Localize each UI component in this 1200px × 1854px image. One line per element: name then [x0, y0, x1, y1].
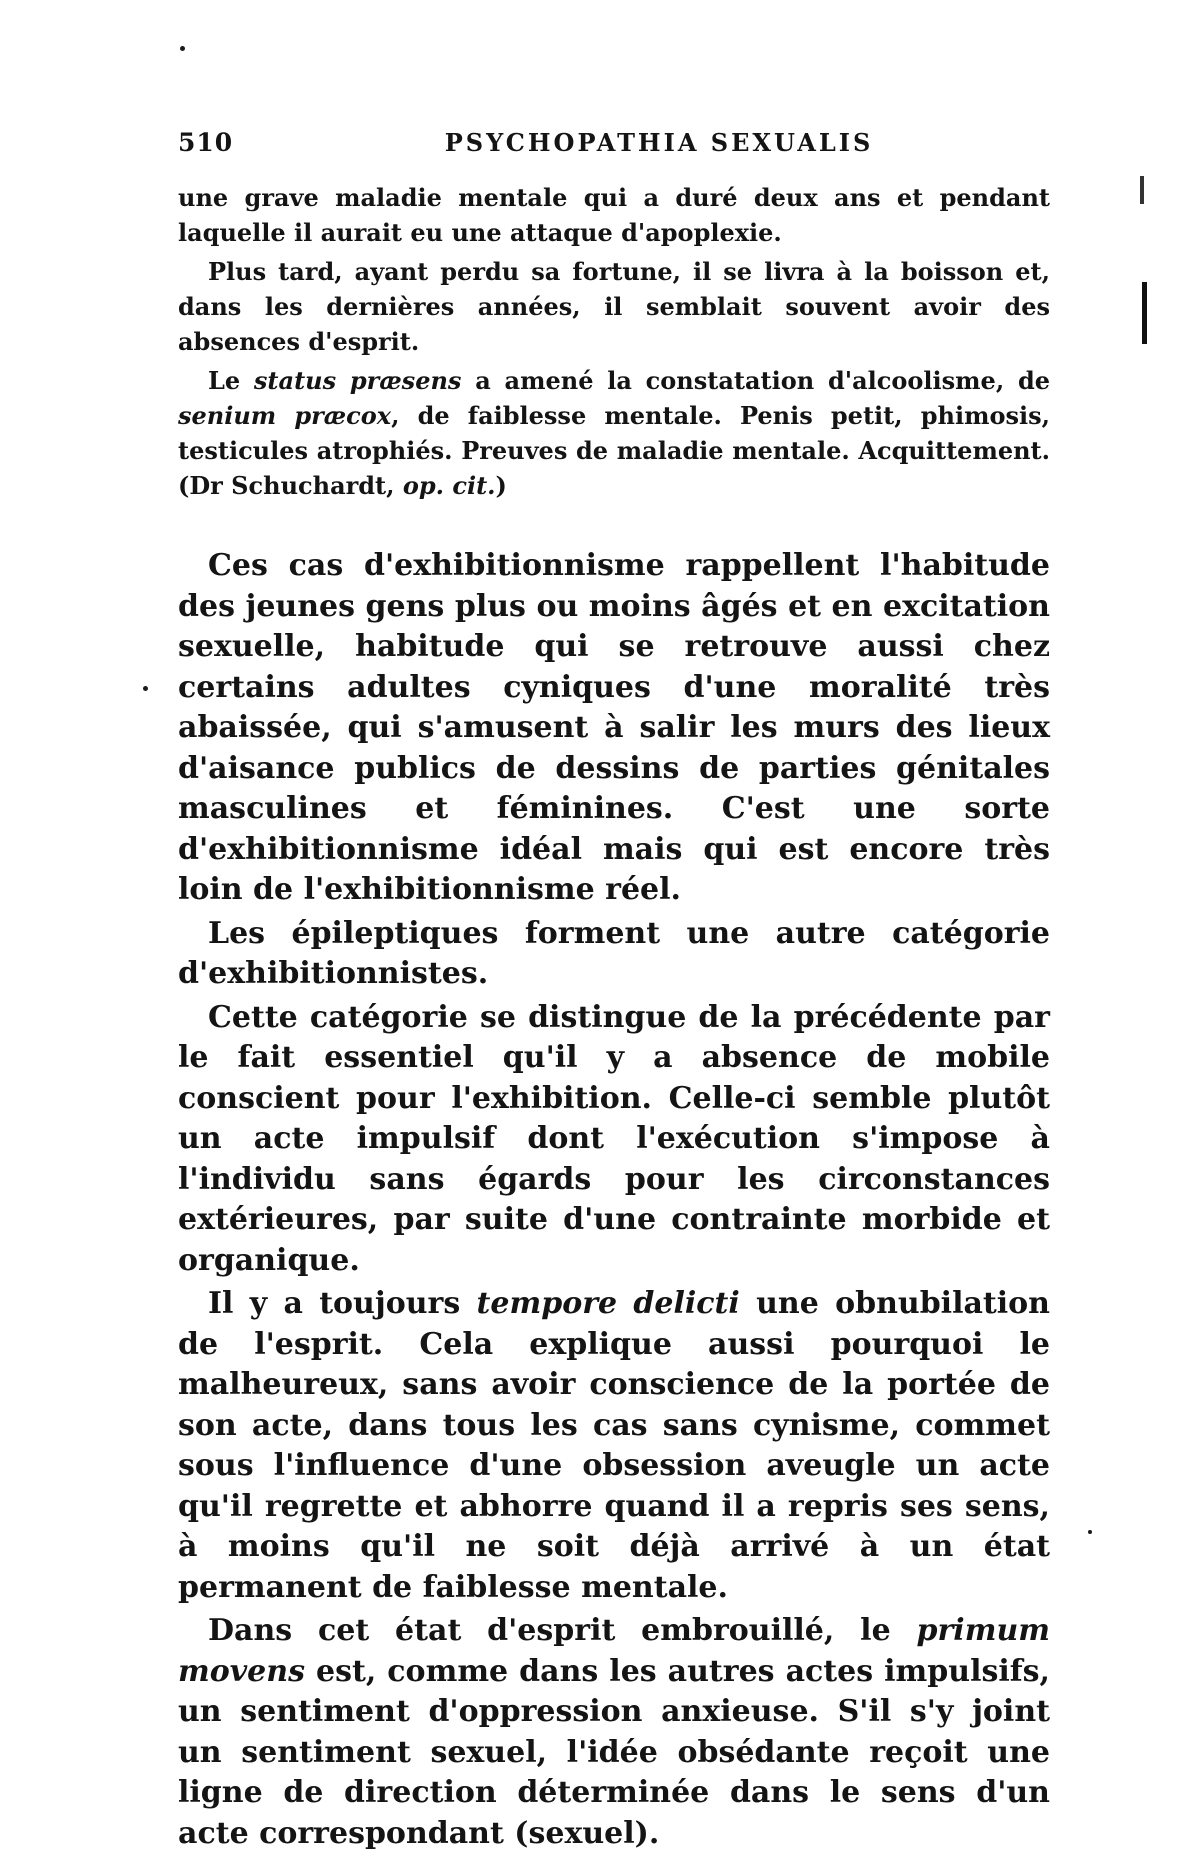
note-text: Le: [208, 366, 254, 395]
body-paragraph: Cette catégorie se distingue de la précédente par le fait essentiel qu'il y a absence de mobile conscient pour l'exhibition. Celle-ci semble plutôt un acte impulsif dont l'exécution s'impose à l'individu sans égards pour les circonstances extérieures, par suite d'une contrainte morbide et organique.: [178, 999, 1050, 1278]
note-paragraph: une grave maladie mentale qui a duré deux ans et pendant laquelle il aurait eu une attaque d'apoplexie.: [178, 183, 1050, 247]
latin-term: primum movens: [178, 1613, 1050, 1689]
body-text: Dans cet état d'esprit embrouillé, le: [208, 1613, 917, 1648]
body-paragraph: Ces cas d'exhibitionnisme rappellent l'habitude des jeunes gens plus ou moins âgés et en excitation sexuelle, habitude qui se retrouve aussi chez certains adultes cyniques d'une moralité très abaissée, qui s'amusent à salir les murs des lieux d'aisance publics de dessins de parties génitales masculines et féminines. C'est une sorte d'exhibitionnisme idéal mais qui est encore très loin de l'exhibitionnisme réel.: [178, 548, 1050, 907]
body-paragraph: Les épileptiques forment une autre catégorie d'exhibitionnistes.: [178, 915, 1050, 991]
latin-term: status præsens: [253, 366, 462, 395]
body-text: est, comme dans les autres actes impulsifs, un sentiment d'oppression anxieuse. S'il s'y joint un sentiment sexuel, l'idée obsédante reçoit une ligne de direction déterminée dans le sens d'un acte correspondant (sexuel).: [178, 1653, 1050, 1851]
body-text: une obnubilation de l'esprit. Cela explique aussi pourquoi le malheureux, sans avoir conscience de la portée de son acte, dans tous les cas sans cynisme, commet sous l'influence d'une obsession aveugle un acte qu'il regrette et abhorre quand il a repris ses sens, à moins qu'il ne soit déjà arrivé à un état permanent de faiblesse mentale.: [178, 1286, 1050, 1605]
main-text: [178, 546, 1050, 1854]
body-paragraph: [178, 1611, 1050, 1854]
citation-ref: op. cit.: [402, 471, 496, 500]
body-text: Il y a toujours: [208, 1286, 477, 1321]
note-paragraph: Plus tard, ayant perdu sa fortune, il se livra à la boisson et, dans les dernières années, il semblait souvent avoir des absences d'esprit.: [178, 257, 1050, 356]
margin-mark: [1140, 176, 1144, 204]
page-header: [178, 128, 1050, 162]
print-speck: [143, 686, 148, 691]
body-paragraph: [178, 1284, 1050, 1608]
running-title: PSYCHOPATHIA SEXUALIS: [444, 128, 874, 157]
note-text: ): [495, 471, 507, 500]
note-text: a amené la constatation d'alcoolisme, de: [461, 366, 1050, 395]
print-speck: [1088, 1530, 1092, 1534]
page-number: 510: [178, 128, 234, 157]
note-text: , de faiblesse mentale. Penis petit, phimosis, testicules atrophiés. Preuves de maladie mentale. Acquittement. (Dr Schuchardt,: [178, 401, 1050, 500]
margin-mark: [1142, 282, 1147, 344]
latin-term: tempore delicti: [476, 1286, 740, 1321]
latin-term: senium præcox: [178, 401, 392, 430]
note-paragraph: [178, 363, 1050, 503]
case-note: [178, 180, 1050, 503]
print-speck: [180, 46, 185, 51]
